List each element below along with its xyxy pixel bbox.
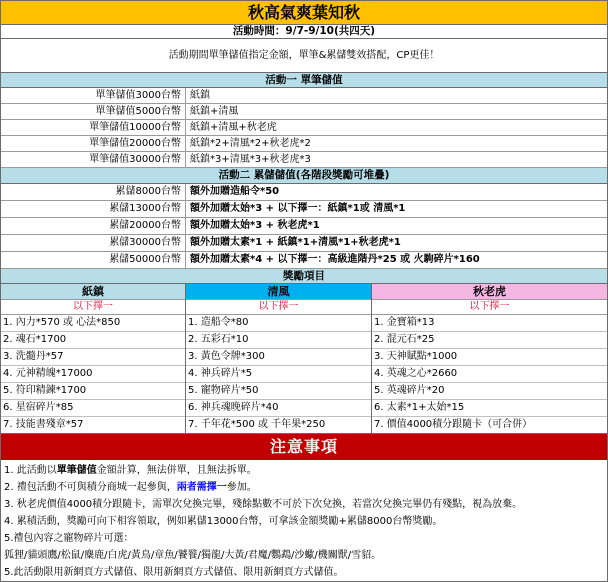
activity2-row-value: 額外加贈太始*3 + 以下擇一：紙鎮*1或 清風*1 (190, 203, 406, 214)
note-1-text-a: 1. 此活動以 (4, 465, 57, 476)
event-intro: 活動期間單筆儲值指定金額，單筆&累儲雙效搭配，CP更佳！ (1, 39, 607, 73)
reward-item: 2. 五彩石*10 (186, 332, 371, 349)
reward-column (1, 284, 186, 433)
reward-column (186, 284, 372, 433)
activity2-row-value: 額外加贈造船令*50 (190, 186, 280, 197)
reward-item: 6. 星宿碎片*85 (1, 400, 185, 417)
reward-column (372, 284, 607, 433)
reward-item: 1. 造船令*80 (186, 315, 371, 332)
activity2-row-label: 累儲8000台幣 (1, 184, 186, 200)
notice-list (1, 460, 607, 581)
activity2-row (1, 184, 607, 201)
activity1-row (1, 88, 607, 104)
activity1-row-value: 紙鎮*2+清風*2+秋老虎*2 (190, 138, 311, 149)
reward-item: 6. 神兵魂晚碎片*40 (186, 400, 371, 417)
activity1-row-value: 紙鎮+清風+秋老虎 (190, 122, 277, 133)
note-2 (4, 479, 604, 496)
rewards-columns (1, 284, 607, 434)
activity1-row (1, 152, 607, 168)
reward-column-title: 清風 (186, 284, 371, 300)
activity2-row (1, 201, 607, 218)
activity2-row (1, 252, 607, 269)
reward-item: 4. 元神精魄*17000 (1, 366, 185, 383)
activity1-row-value: 紙鎮+清風 (190, 106, 239, 117)
activity1-row-label: 單筆儲值5000台幣 (1, 104, 186, 119)
activity2-row (1, 218, 607, 235)
reward-item: 7. 千年花*500 或 千年果*250 (188, 419, 326, 430)
reward-column-title: 紙鎮 (1, 284, 185, 300)
activity2-row (1, 235, 607, 252)
note-4: 4. 累積活動，獎勵可向下相容領取，例如累儲13000台幣，可拿該金額獎勵+累儲8000台幣獎勵。 (4, 516, 443, 527)
note-1-bold: 單筆儲值 (56, 465, 97, 476)
activity1-row-value: 紙鎮*3+清風*3+秋老虎*3 (190, 154, 311, 165)
reward-item: 2. 混元石*25 (372, 332, 607, 349)
activity1-row-label: 單筆儲值30000台幣 (1, 152, 186, 167)
reward-item: 1. 金寶箱*13 (372, 315, 607, 332)
reward-item: 7. 技能書殘章*57 (3, 419, 84, 430)
activity2-row-label: 累儲13000台幣 (1, 201, 186, 217)
reward-item: 7. 價值4000積分跟隨卡（可合併） (374, 419, 533, 430)
event-dates: 活動時間：9/7-9/10(共四天) (1, 25, 607, 39)
activity2-row-value: 額外加贈太素*1 + 紙鎮*1+清風*1+秋老虎*1 (190, 237, 401, 248)
note-6: 5.此活動限用新網頁方式儲值、限用新網頁方式儲值、限用新網頁方式儲值。 (4, 567, 344, 578)
activity1-row-label: 單筆儲值20000台幣 (1, 136, 186, 151)
reward-pick-one: 以下擇一 (1, 300, 185, 315)
activity1-row (1, 120, 607, 136)
reward-item: 4. 神兵碎片*5 (186, 366, 371, 383)
notice-header: 注意事項 (1, 434, 607, 460)
activity2-row-value: 額外加贈太素*4 + 以下擇一：高級進階丹*25 或 火駒碎片*160 (190, 254, 480, 265)
reward-item: 2. 魂石*1700 (1, 332, 185, 349)
activity1-table (1, 88, 607, 168)
reward-item: 1. 內力*570 或 心法*850 (1, 315, 185, 332)
activity2-header: 活動二 累儲儲值(各階段獎勵可堆疊) (1, 168, 607, 184)
activity1-row (1, 136, 607, 152)
reward-item: 4. 英魂之心*2660 (372, 366, 607, 383)
activity1-row-label: 單筆儲值3000台幣 (1, 88, 186, 103)
note-2-text-a: 2. 禮包活動不可與積分商城一起參與， (4, 482, 177, 493)
reward-item: 3. 黃色令牌*300 (186, 349, 371, 366)
reward-pick-one: 以下擇一 (186, 300, 371, 315)
reward-item: 6. 太素*1+太始*15 (372, 400, 607, 417)
reward-item: 5. 寵物碎片*50 (186, 383, 371, 400)
note-5-pet-list: 狐狸/貓頭鷹/松鼠/麋鹿/白虎/黃鳥/章魚/饕餮/獨龍/大黃/君魔/鸚鵡/沙蠍/機關獸/雪貂。 (4, 550, 382, 561)
reward-item: 3. 天神賦點*1000 (372, 349, 607, 366)
note-5: 5.禮包內容之寵物碎片可選： (4, 533, 134, 544)
activity1-row-label: 單筆儲值10000台幣 (1, 120, 186, 135)
activity2-row-value: 額外加贈太始*3 + 秋老虎*1 (190, 220, 320, 231)
activity2-row-label: 累儲50000台幣 (1, 252, 186, 268)
note-1 (4, 462, 604, 479)
activity2-row-label: 累儲30000台幣 (1, 235, 186, 251)
reward-item: 3. 洗髓丹*57 (1, 349, 185, 366)
reward-item: 5. 英魂碎片*20 (372, 383, 607, 400)
reward-column-title: 秋老虎 (372, 284, 607, 300)
note-1-text-b: 金額計算，無法併單，且無法拆單。 (96, 465, 257, 476)
activity1-header: 活動一 單筆儲值 (1, 73, 607, 88)
reward-pick-one: 以下擇一 (372, 300, 607, 315)
page-title: 秋高氣爽葉知秋 (1, 1, 607, 25)
reward-item: 5. 符印精鍊*1700 (1, 383, 185, 400)
activity2-row-label: 累儲20000台幣 (1, 218, 186, 234)
note-3: 3. 秋老虎價值4000積分跟隨卡，需單次兌換完畢，殘餘點數不可於下次兌換，若當次兌換完畢仍有殘點，視為放棄。 (4, 499, 523, 510)
activity1-row (1, 104, 607, 120)
note-2-highlight: 兩者需擇一 (176, 482, 227, 493)
note-2-text-b: 參加。 (226, 482, 257, 493)
rewards-header: 獎勵項目 (1, 269, 607, 284)
activity2-table (1, 184, 607, 269)
activity1-row-value: 紙鎮 (190, 90, 210, 101)
